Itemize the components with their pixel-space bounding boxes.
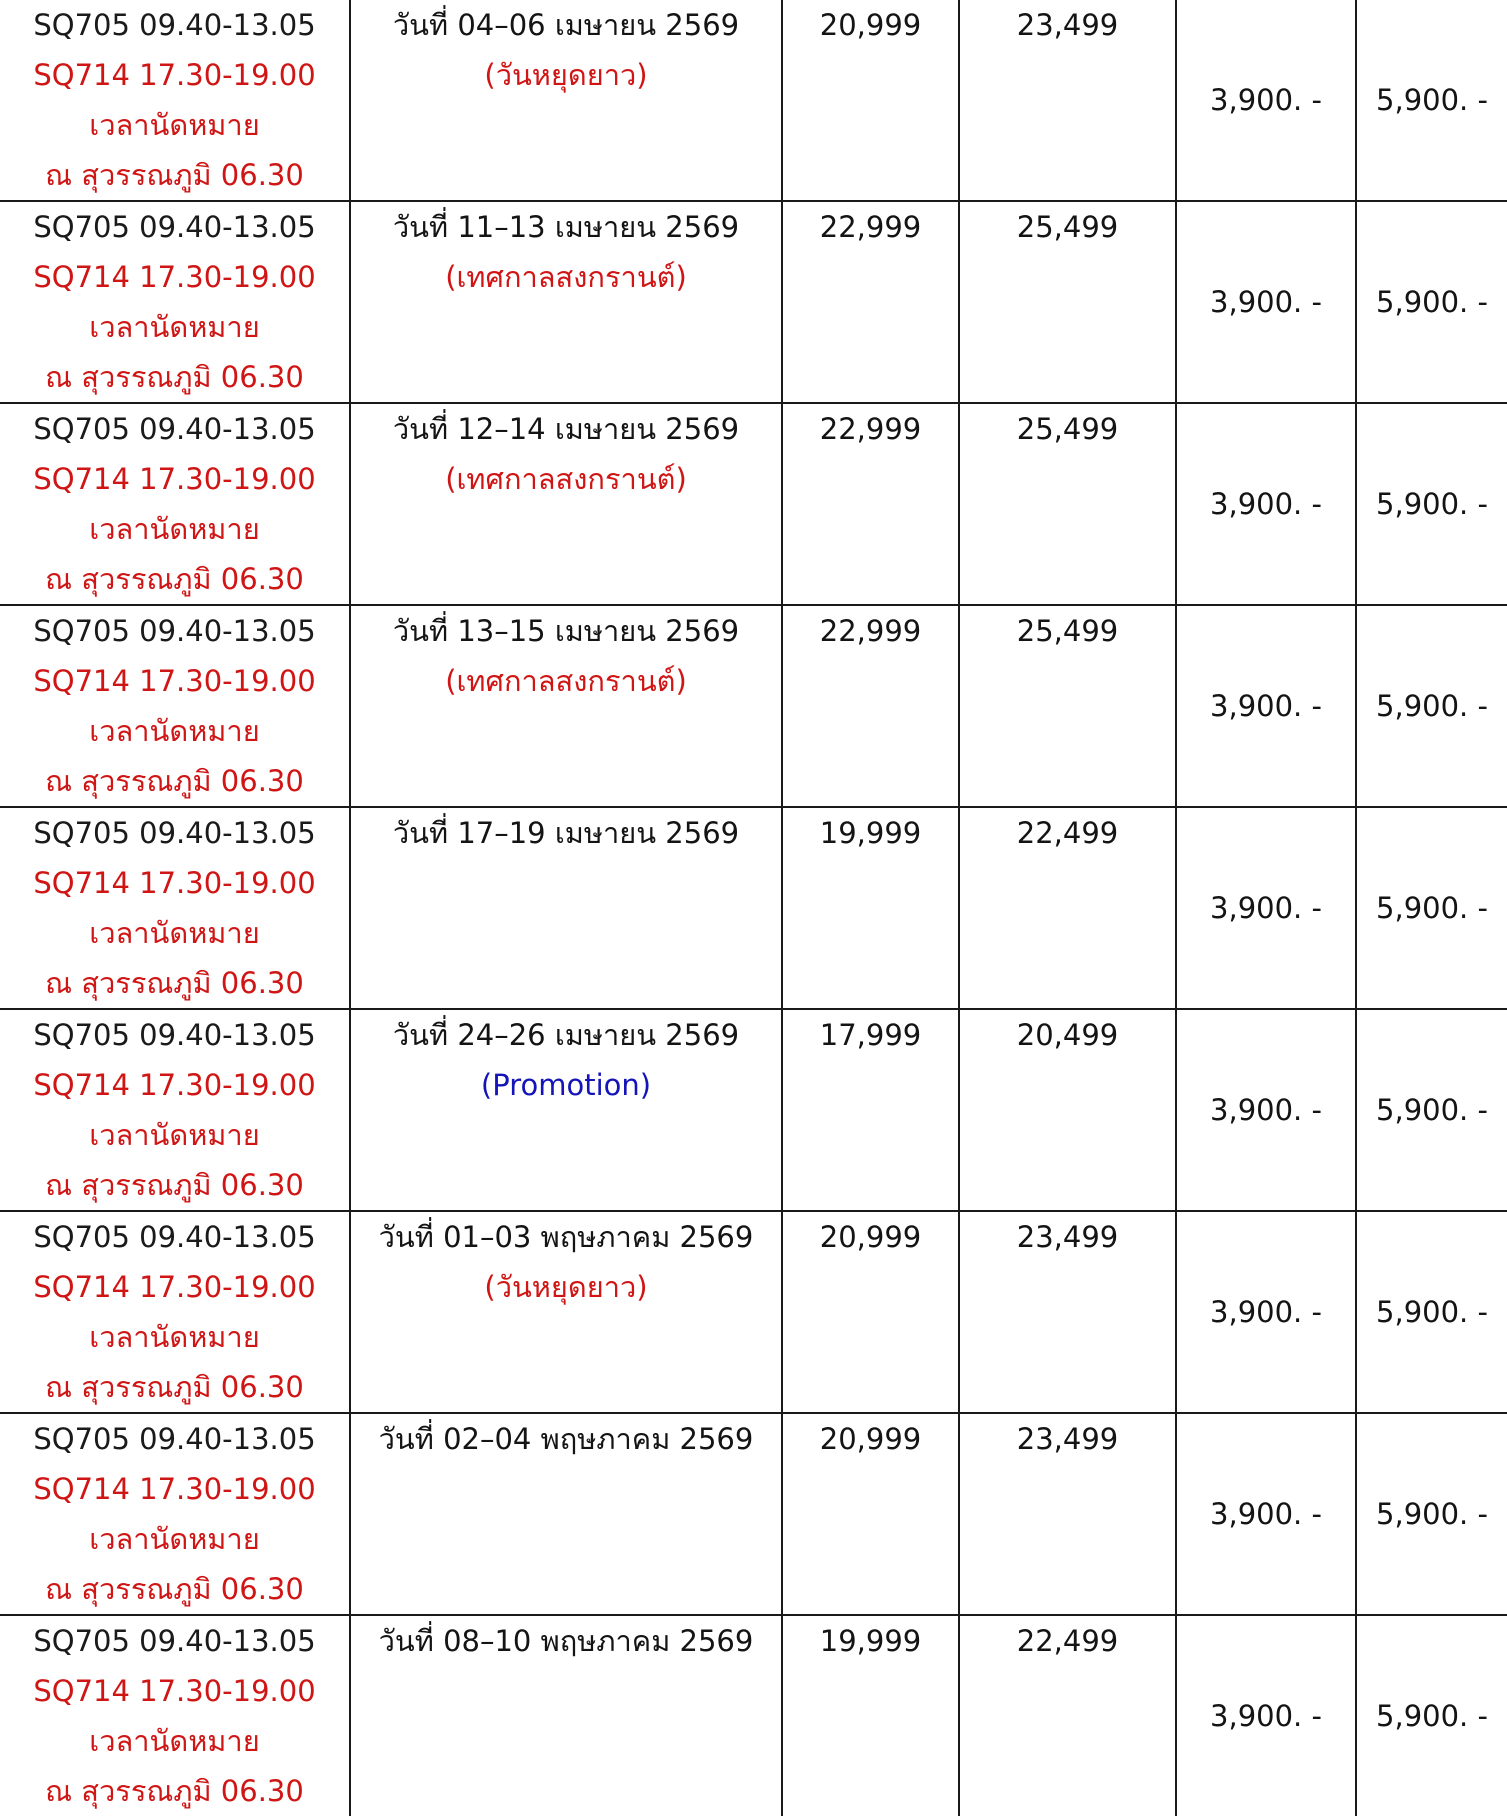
- outbound-flight: SQ705 09.40-13.05: [33, 1220, 316, 1254]
- child-price: 22,499: [1016, 816, 1119, 850]
- meeting-place: ณ สุวรรณภูมิ 06.30: [45, 1370, 304, 1404]
- child-price: 25,499: [1016, 412, 1119, 446]
- single-supplement-cell: [1176, 1413, 1356, 1615]
- meeting-place: ณ สุวรรณภูมิ 06.30: [45, 360, 304, 394]
- meeting-label: เวลานัดหมาย: [89, 1118, 260, 1152]
- return-flight: SQ714 17.30-19.00: [33, 1068, 316, 1102]
- flight-cell: [0, 403, 350, 605]
- date-note: (วันหยุดยาว): [484, 58, 648, 92]
- child-price-cell: [959, 1615, 1176, 1816]
- child-price: 23,499: [1016, 1220, 1119, 1254]
- meeting-label: เวลานัดหมาย: [89, 916, 260, 950]
- adult-price-cell: [782, 1211, 959, 1413]
- table-row: [0, 1413, 1507, 1615]
- adult-price-cell: [782, 807, 959, 1009]
- outbound-flight: SQ705 09.40-13.05: [33, 614, 316, 648]
- child-price-cell: [959, 403, 1176, 605]
- date-cell: [350, 605, 782, 807]
- table-row: [0, 1009, 1507, 1211]
- travel-date: วันที่ 02–04 พฤษภาคม 2569: [378, 1422, 754, 1456]
- table-row: [0, 201, 1507, 403]
- travel-date: วันที่ 11–13 เมษายน 2569: [392, 210, 740, 244]
- meeting-label: เวลานัดหมาย: [89, 714, 260, 748]
- return-flight: SQ714 17.30-19.00: [33, 1472, 316, 1506]
- table-row: [0, 1211, 1507, 1413]
- table-row: [0, 605, 1507, 807]
- extra-charge-cell: [1356, 1211, 1507, 1413]
- table-row: [0, 403, 1507, 605]
- meeting-place: ณ สุวรรณภูมิ 06.30: [45, 1774, 304, 1808]
- outbound-flight: SQ705 09.40-13.05: [33, 412, 316, 446]
- travel-date: วันที่ 01–03 พฤษภาคม 2569: [378, 1220, 754, 1254]
- child-price: 25,499: [1016, 614, 1119, 648]
- date-cell: [350, 1009, 782, 1211]
- single-supplement-cell: [1176, 1615, 1356, 1816]
- date-note: (เทศกาลสงกรานต์): [445, 462, 687, 496]
- adult-price: 20,999: [819, 8, 922, 42]
- extra-charge-cell: [1356, 403, 1507, 605]
- date-cell: [350, 201, 782, 403]
- adult-price-cell: [782, 0, 959, 201]
- adult-price-cell: [782, 605, 959, 807]
- single-supplement: 3,900. -: [1210, 83, 1322, 117]
- meeting-place: ณ สุวรรณภูมิ 06.30: [45, 764, 304, 798]
- meeting-place: ณ สุวรรณภูมิ 06.30: [45, 562, 304, 596]
- return-flight: SQ714 17.30-19.00: [33, 1674, 316, 1708]
- child-price: 25,499: [1016, 210, 1119, 244]
- date-note: (เทศกาลสงกรานต์): [445, 664, 687, 698]
- meeting-label: เวลานัดหมาย: [89, 310, 260, 344]
- flight-cell: [0, 807, 350, 1009]
- flight-cell: [0, 201, 350, 403]
- extra-charge: 5,900. -: [1376, 1699, 1488, 1733]
- child-price: 20,499: [1016, 1018, 1119, 1052]
- adult-price: 20,999: [819, 1422, 922, 1456]
- extra-charge: 5,900. -: [1376, 689, 1488, 723]
- flight-cell: [0, 0, 350, 201]
- extra-charge: 5,900. -: [1376, 487, 1488, 521]
- meeting-label: เวลานัดหมาย: [89, 1724, 260, 1758]
- child-price-cell: [959, 0, 1176, 201]
- flight-cell: [0, 1615, 350, 1816]
- meeting-label: เวลานัดหมาย: [89, 1320, 260, 1354]
- extra-charge-cell: [1356, 1615, 1507, 1816]
- outbound-flight: SQ705 09.40-13.05: [33, 8, 316, 42]
- child-price-cell: [959, 201, 1176, 403]
- flight-cell: [0, 1413, 350, 1615]
- adult-price-cell: [782, 1615, 959, 1816]
- meeting-place: ณ สุวรรณภูมิ 06.30: [45, 1572, 304, 1606]
- date-cell: [350, 1211, 782, 1413]
- single-supplement-cell: [1176, 201, 1356, 403]
- meeting-label: เวลานัดหมาย: [89, 108, 260, 142]
- outbound-flight: SQ705 09.40-13.05: [33, 1018, 316, 1052]
- extra-charge: 5,900. -: [1376, 891, 1488, 925]
- child-price-cell: [959, 605, 1176, 807]
- extra-charge-cell: [1356, 605, 1507, 807]
- single-supplement: 3,900. -: [1210, 1699, 1322, 1733]
- extra-charge: 5,900. -: [1376, 1093, 1488, 1127]
- single-supplement-cell: [1176, 0, 1356, 201]
- child-price-cell: [959, 1009, 1176, 1211]
- single-supplement: 3,900. -: [1210, 689, 1322, 723]
- table-row: [0, 1615, 1507, 1816]
- meeting-label: เวลานัดหมาย: [89, 512, 260, 546]
- travel-date: วันที่ 13–15 เมษายน 2569: [392, 614, 740, 648]
- extra-charge-cell: [1356, 1009, 1507, 1211]
- extra-charge-cell: [1356, 0, 1507, 201]
- extra-charge: 5,900. -: [1376, 1295, 1488, 1329]
- single-supplement: 3,900. -: [1210, 1093, 1322, 1127]
- extra-charge-cell: [1356, 1413, 1507, 1615]
- adult-price-cell: [782, 1413, 959, 1615]
- single-supplement-cell: [1176, 403, 1356, 605]
- child-price: 22,499: [1016, 1624, 1119, 1658]
- flight-cell: [0, 1211, 350, 1413]
- date-cell: [350, 1413, 782, 1615]
- outbound-flight: SQ705 09.40-13.05: [33, 1624, 316, 1658]
- adult-price: 17,999: [819, 1018, 922, 1052]
- table-row: [0, 0, 1507, 201]
- date-note: (Promotion): [480, 1068, 652, 1102]
- single-supplement: 3,900. -: [1210, 285, 1322, 319]
- single-supplement-cell: [1176, 1009, 1356, 1211]
- adult-price-cell: [782, 201, 959, 403]
- travel-date: วันที่ 24–26 เมษายน 2569: [392, 1018, 740, 1052]
- child-price-cell: [959, 807, 1176, 1009]
- single-supplement: 3,900. -: [1210, 1295, 1322, 1329]
- travel-date: วันที่ 17–19 เมษายน 2569: [392, 816, 740, 850]
- extra-charge: 5,900. -: [1376, 83, 1488, 117]
- outbound-flight: SQ705 09.40-13.05: [33, 210, 316, 244]
- adult-price: 22,999: [819, 210, 922, 244]
- return-flight: SQ714 17.30-19.00: [33, 664, 316, 698]
- return-flight: SQ714 17.30-19.00: [33, 58, 316, 92]
- flight-cell: [0, 605, 350, 807]
- adult-price: 19,999: [819, 816, 922, 850]
- adult-price: 22,999: [819, 614, 922, 648]
- meeting-place: ณ สุวรรณภูมิ 06.30: [45, 158, 304, 192]
- extra-charge: 5,900. -: [1376, 285, 1488, 319]
- single-supplement-cell: [1176, 605, 1356, 807]
- adult-price: 20,999: [819, 1220, 922, 1254]
- extra-charge: 5,900. -: [1376, 1497, 1488, 1531]
- single-supplement-cell: [1176, 807, 1356, 1009]
- single-supplement: 3,900. -: [1210, 1497, 1322, 1531]
- return-flight: SQ714 17.30-19.00: [33, 260, 316, 294]
- date-note: (เทศกาลสงกรานต์): [445, 260, 687, 294]
- adult-price: 22,999: [819, 412, 922, 446]
- date-cell: [350, 807, 782, 1009]
- travel-date: วันที่ 04–06 เมษายน 2569: [392, 8, 740, 42]
- single-supplement: 3,900. -: [1210, 891, 1322, 925]
- date-note: (วันหยุดยาว): [484, 1270, 648, 1304]
- extra-charge-cell: [1356, 201, 1507, 403]
- return-flight: SQ714 17.30-19.00: [33, 1270, 316, 1304]
- travel-date: วันที่ 12–14 เมษายน 2569: [392, 412, 740, 446]
- meeting-place: ณ สุวรรณภูมิ 06.30: [45, 1168, 304, 1202]
- date-cell: [350, 0, 782, 201]
- table-row: [0, 807, 1507, 1009]
- child-price-cell: [959, 1413, 1176, 1615]
- single-supplement-cell: [1176, 1211, 1356, 1413]
- adult-price-cell: [782, 1009, 959, 1211]
- child-price: 23,499: [1016, 8, 1119, 42]
- child-price: 23,499: [1016, 1422, 1119, 1456]
- date-cell: [350, 1615, 782, 1816]
- meeting-place: ณ สุวรรณภูมิ 06.30: [45, 966, 304, 1000]
- child-price-cell: [959, 1211, 1176, 1413]
- outbound-flight: SQ705 09.40-13.05: [33, 1422, 316, 1456]
- return-flight: SQ714 17.30-19.00: [33, 462, 316, 496]
- extra-charge-cell: [1356, 807, 1507, 1009]
- meeting-label: เวลานัดหมาย: [89, 1522, 260, 1556]
- single-supplement: 3,900. -: [1210, 487, 1322, 521]
- date-cell: [350, 403, 782, 605]
- travel-date: วันที่ 08–10 พฤษภาคม 2569: [378, 1624, 754, 1658]
- flight-cell: [0, 1009, 350, 1211]
- outbound-flight: SQ705 09.40-13.05: [33, 816, 316, 850]
- adult-price-cell: [782, 403, 959, 605]
- adult-price: 19,999: [819, 1624, 922, 1658]
- return-flight: SQ714 17.30-19.00: [33, 866, 316, 900]
